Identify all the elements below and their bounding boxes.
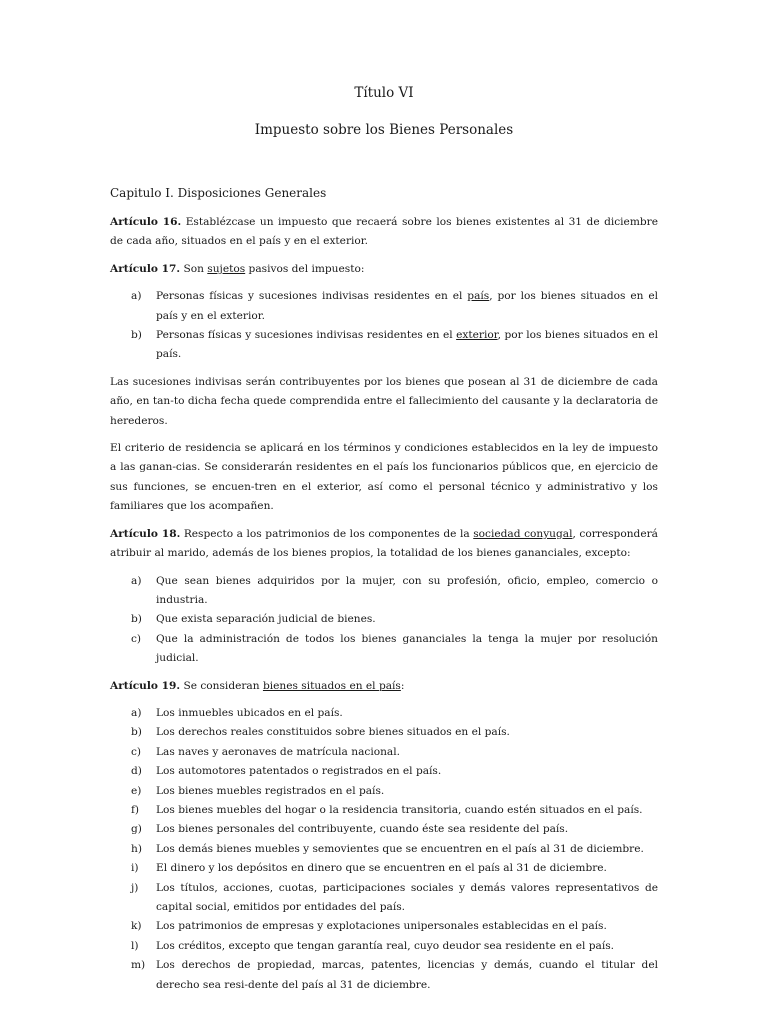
list-item (110, 704, 658, 723)
article-18-pre: Respecto a los patrimonios de los componentes de la (180, 527, 474, 540)
article-17-post: pasivos del impuesto: (245, 262, 365, 275)
list-item (110, 879, 658, 918)
list-item (110, 840, 658, 859)
list-item (110, 743, 658, 762)
article-18-underlined-term: sociedad conyugal (473, 527, 573, 540)
article-19-label: Artículo 19. (110, 679, 181, 692)
paragraph-residencia: El criterio de residencia se aplicará en los términos y condiciones establecidos en la ley de impuesto a las ganan-cias. Se considerarán residentes en el país los funcionarios públicos que, en ejercicio de sus funciones, se encuen-tren en el exterior, así como el personal técnico y administrativo y los familiares que los acompañen. (110, 442, 658, 513)
list-item-marker: g) (131, 823, 142, 836)
article-18-post: , corresponderá atribuir al marido, además de los bienes propios, la totalidad de los bienes gananciales, excepto: (110, 527, 658, 560)
list-item (110, 801, 658, 820)
list-item-text: Los automotores patentados o registrados en el país. (156, 765, 442, 778)
list-item-marker: a) (131, 706, 142, 719)
list-item-marker: k) (131, 920, 142, 933)
article-19-post: : (400, 679, 405, 692)
list-item (110, 956, 658, 995)
article-19-list (110, 704, 658, 995)
document-title: Título VI (354, 85, 414, 101)
list-item-marker: m) (131, 959, 146, 972)
list-item (110, 937, 658, 956)
list-item-marker: l) (131, 939, 139, 952)
list-item-text: El dinero y los depósitos en dinero que se encuentren en el país al 31 de diciembre. (156, 862, 607, 875)
list-item-text-pre: Personas físicas y sucesiones indivisas residentes en el (156, 329, 457, 342)
list-item-marker: f) (131, 803, 140, 816)
list-item (110, 326, 658, 365)
list-item-text: Los demás bienes muebles y semovientes que se encuentren en el país al 31 de diciembre. (156, 842, 644, 855)
list-item (110, 630, 658, 669)
article-19-underlined-term: bienes situados en el país (262, 679, 401, 692)
article-16 (110, 213, 658, 252)
list-item-marker: j) (131, 881, 139, 894)
list-item-text: Que la administración de todos los bienes gananciales la tenga la mujer por resolución judicial. (156, 632, 658, 665)
list-item-text: Las naves y aeronaves de matrícula nacional. (156, 745, 400, 758)
list-item-marker: b) (131, 726, 142, 739)
paragraph-sucesiones: Las sucesiones indivisas serán contribuyentes por los bienes que posean al 31 de diciembre de cada año, en tan-to dicha fecha quede comprendida entre el fallecimiento del causante y la declaratoria de herederos. (110, 375, 658, 427)
list-item (110, 917, 658, 936)
list-item-text: Los derechos de propiedad, marcas, patentes, licencias y demás, cuando el titular del derecho sea resi-dente del país al 31 de diciembre. (156, 959, 658, 991)
article-17-pre: Son (180, 262, 208, 275)
list-item-text: Los inmuebles ubicados en el país. (156, 706, 343, 719)
article-18 (110, 525, 658, 564)
list-item-text: Los créditos, excepto que tengan garantía real, cuyo deudor sea residente en el país. (156, 939, 615, 952)
list-item-text: Los derechos reales constituidos sobre bienes situados en el país. (156, 726, 510, 739)
list-item-text: Que exista separación judicial de bienes. (156, 613, 376, 626)
article-19-pre: Se consideran (180, 679, 263, 692)
article-17-list (110, 287, 658, 365)
list-item-underlined-term: exterior (456, 329, 498, 342)
article-19 (110, 677, 658, 696)
list-item-text-post: , por los bienes situados en el país y en el exterior. (156, 290, 658, 322)
article-17-label: Artículo 17. (110, 262, 181, 275)
list-item-text: Los patrimonios de empresas y explotaciones unipersonales establecidas en el país. (156, 920, 607, 933)
list-item-marker: c) (131, 632, 142, 645)
list-item-marker: h) (131, 842, 142, 855)
list-item (110, 287, 658, 326)
list-item (110, 782, 658, 801)
chapter-heading: Capitulo I. Disposiciones Generales (110, 186, 327, 200)
document-subtitle: Impuesto sobre los Bienes Personales (254, 122, 514, 138)
list-item-text-post: , por los bienes situados en el país. (156, 329, 658, 361)
article-18-label: Artículo 18. (110, 527, 181, 540)
article-17 (110, 260, 658, 279)
list-item-marker: b) (131, 613, 142, 626)
list-item-marker: e) (131, 784, 142, 797)
article-16-label: Artículo 16. (110, 216, 182, 228)
list-item-text: Los bienes muebles del hogar o la residencia transitoria, cuando estén situados en el país. (156, 803, 643, 816)
list-item (110, 762, 658, 781)
list-item-text: Los títulos, acciones, cuotas, participaciones sociales y demás valores representativos de capital social, emitidos por entidades del país. (156, 881, 658, 913)
list-item-marker: d) (131, 765, 142, 778)
list-item (110, 572, 658, 611)
list-item (110, 859, 658, 878)
list-item-marker: a) (131, 290, 142, 303)
list-item (110, 820, 658, 839)
list-item-text: Que sean bienes adquiridos por la mujer, con su profesión, oficio, empleo, comercio o industria. (156, 574, 658, 606)
list-item-marker: b) (131, 329, 142, 342)
list-item-marker: i) (131, 862, 139, 875)
list-item-marker: a) (131, 574, 142, 587)
list-item-text-pre: Personas físicas y sucesiones indivisas residentes en el (156, 290, 468, 303)
list-item-text: Los bienes muebles registrados en el país. (156, 784, 385, 797)
article-18-list (110, 572, 658, 669)
list-item (110, 723, 658, 742)
list-item-underlined-term: país (467, 290, 490, 303)
article-16-text: Establézcase un impuesto que recaerá sobre los bienes existentes al 31 de diciembre de cada año, situados en el país y en el exterior. (110, 216, 658, 248)
article-17-underlined-term: sujetos (207, 262, 246, 275)
list-item (110, 610, 658, 629)
list-item-text: Los bienes personales del contribuyente, cuando éste sea residente del país. (156, 823, 569, 836)
list-item-marker: c) (131, 745, 142, 758)
